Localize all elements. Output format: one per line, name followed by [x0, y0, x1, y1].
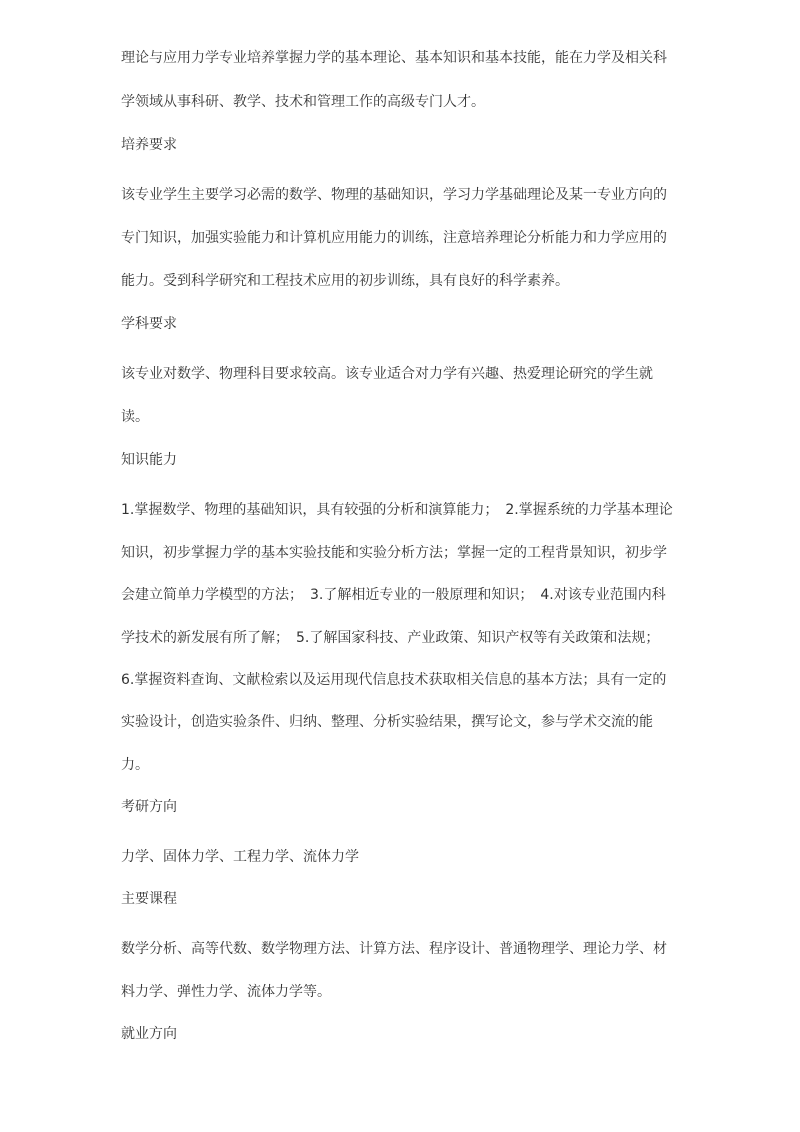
intro-line-2: 学领域从事科研、教学、技术和管理工作的高级专门人才。	[121, 94, 485, 110]
courses-line-2: 料力学、弹性力学、流体力学等。	[121, 984, 331, 1000]
knowledge-heading: 知识能力	[121, 452, 177, 468]
career-heading: 就业方向	[121, 1026, 177, 1042]
intro-line-1: 理论与应用力学专业培养掌握力学的基本理论、基本知识和基本技能，能在力学及相关科	[121, 50, 667, 66]
knowledge-line-3: 会建立简单力学模型的方法； 3.了解相近专业的一般原理和知识； 4.对该专业范围内科	[121, 587, 666, 603]
knowledge-line-7: 力。	[121, 757, 149, 773]
graduate-heading: 考研方向	[121, 799, 177, 815]
training-line-1: 该专业学生主要学习必需的数学、物理的基础知识，学习力学基础理论及某一专业方向的	[121, 187, 667, 203]
subject-line-1: 该专业对数学、物理科目要求较高。该专业适合对力学有兴趣、热爱理论研究的学生就	[121, 366, 653, 382]
courses-line-1: 数学分析、高等代数、数学物理方法、计算方法、程序设计、普通物理学、理论力学、材	[121, 941, 667, 957]
training-line-2: 专门知识，加强实验能力和计算机应用能力的训练，注意培养理论分析能力和力学应用的	[121, 230, 667, 246]
knowledge-line-5: 6.掌握资料查询、文献检索以及运用现代信息技术获取相关信息的基本方法；具有一定的	[121, 672, 667, 688]
training-heading: 培养要求	[121, 137, 177, 153]
courses-heading: 主要课程	[121, 891, 177, 907]
knowledge-line-2: 知识，初步掌握力学的基本实验技能和实验分析方法；掌握一定的工程背景知识，初步学	[121, 545, 667, 561]
subject-heading: 学科要求	[121, 316, 177, 332]
knowledge-line-1: 1.掌握数学、物理的基础知识，具有较强的分析和演算能力； 2.掌握系统的力学基本理论	[121, 502, 673, 518]
knowledge-line-6: 实验设计，创造实验条件、归纳、整理、分析实验结果，撰写论文，参与学术交流的能	[121, 714, 653, 730]
graduate-line-1: 力学、固体力学、工程力学、流体力学	[121, 849, 359, 865]
subject-line-2: 读。	[121, 409, 149, 425]
training-line-3: 能力。受到科学研究和工程技术应用的初步训练，具有良好的科学素养。	[121, 273, 569, 289]
knowledge-line-4: 学技术的新发展有所了解； 5.了解国家科技、产业政策、知识产权等有关政策和法规；	[121, 630, 660, 646]
